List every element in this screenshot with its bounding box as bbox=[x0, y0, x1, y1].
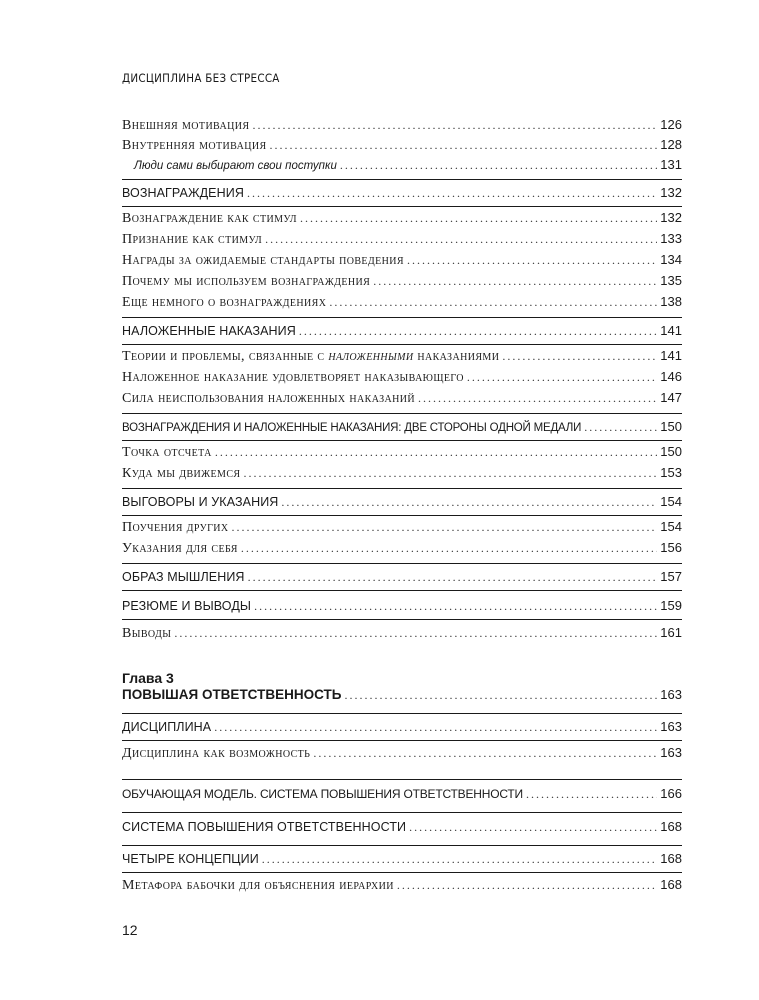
toc-page: 166 bbox=[660, 786, 682, 801]
section-divider bbox=[122, 488, 682, 489]
toc-title: ОБУЧАЮЩАЯ МОДЕЛЬ. СИСТЕМА ПОВЫШЕНИЯ ОТВЕТСТВЕННОСТИ bbox=[122, 787, 523, 801]
section-divider bbox=[122, 515, 682, 516]
section-divider bbox=[122, 845, 682, 846]
toc-page: 141 bbox=[660, 348, 682, 363]
toc-title: Точка отсчета bbox=[122, 445, 212, 460]
dot-leader bbox=[418, 391, 657, 406]
dot-leader bbox=[584, 420, 657, 435]
toc-entry[interactable] bbox=[122, 323, 682, 343]
dot-leader bbox=[241, 541, 657, 556]
section-divider bbox=[122, 440, 682, 441]
dot-leader bbox=[247, 186, 657, 201]
toc-title: ВОЗНАГРАЖДЕНИЯ И НАЛОЖЕННЫЕ НАКАЗАНИЯ: ДВЕ СТОРОНЫ ОДНОЙ МЕДАЛИ bbox=[122, 422, 582, 434]
toc-page: 150 bbox=[660, 444, 682, 459]
dot-leader bbox=[329, 295, 657, 310]
toc-page: 168 bbox=[660, 877, 682, 892]
toc-entry[interactable] bbox=[122, 598, 682, 618]
toc-entry[interactable] bbox=[122, 786, 682, 806]
running-header: ДИСЦИПЛИНА БЕЗ СТРЕССА bbox=[122, 71, 280, 85]
toc-page: 150 bbox=[660, 419, 682, 434]
section-divider bbox=[122, 740, 682, 741]
section-divider bbox=[122, 812, 682, 813]
dot-leader bbox=[299, 324, 657, 339]
toc-entry[interactable] bbox=[122, 519, 682, 539]
section-divider bbox=[122, 413, 682, 414]
toc-page: 141 bbox=[660, 323, 682, 338]
toc-page: 154 bbox=[660, 494, 682, 509]
dot-leader bbox=[270, 138, 658, 153]
toc-title: Награды за ожидаемые стандарты поведения bbox=[122, 253, 404, 268]
toc-entry[interactable] bbox=[122, 745, 682, 765]
toc-title: Теории и проблемы, связанные с наложенными наказаниями bbox=[122, 349, 500, 364]
toc-title: Указания для себя bbox=[122, 541, 238, 556]
page-number: 12 bbox=[122, 922, 138, 938]
toc-entry[interactable] bbox=[122, 185, 682, 205]
dot-leader bbox=[248, 570, 658, 585]
toc-title: ДИСЦИПЛИНА bbox=[122, 720, 212, 734]
toc-page: 135 bbox=[660, 273, 682, 288]
toc-entry[interactable] bbox=[122, 294, 682, 314]
dot-leader bbox=[526, 787, 657, 802]
toc-page: 147 bbox=[660, 390, 682, 405]
toc-page: 134 bbox=[660, 252, 682, 267]
toc-entry[interactable] bbox=[122, 569, 682, 589]
toc-page: 128 bbox=[660, 137, 682, 152]
toc-page: 159 bbox=[660, 598, 682, 613]
toc-title: ОБРАЗ МЫШЛЕНИЯ bbox=[122, 570, 245, 584]
toc-entry[interactable] bbox=[134, 157, 682, 177]
toc-title: Еще немного о вознаграждениях bbox=[122, 295, 327, 310]
toc-title: ВЫГОВОРЫ И УКАЗАНИЯ bbox=[122, 495, 279, 509]
toc-entry[interactable] bbox=[122, 719, 682, 739]
toc-entry[interactable] bbox=[122, 348, 682, 368]
toc-entry[interactable] bbox=[122, 117, 682, 137]
toc-entry[interactable] bbox=[122, 137, 682, 157]
dot-leader bbox=[243, 466, 657, 481]
toc-entry[interactable] bbox=[122, 231, 682, 251]
chapter-title: ПОВЫШАЯ ОТВЕТСТВЕННОСТЬ bbox=[122, 687, 342, 702]
section-divider bbox=[122, 344, 682, 345]
toc-title: ЧЕТЫРЕ КОНЦЕПЦИИ bbox=[122, 852, 259, 866]
section-divider bbox=[122, 179, 682, 180]
dot-leader bbox=[300, 211, 657, 226]
dot-leader bbox=[407, 253, 657, 268]
toc-page: 168 bbox=[660, 851, 682, 866]
section-divider bbox=[122, 713, 682, 714]
toc-page: 132 bbox=[660, 185, 682, 200]
toc-title: Метафора бабочки для объяснения иерархии bbox=[122, 878, 394, 893]
dot-leader bbox=[373, 274, 657, 289]
toc-title: Вознаграждение как стимул bbox=[122, 211, 297, 226]
toc-page: 138 bbox=[660, 294, 682, 309]
toc-entry[interactable] bbox=[122, 273, 682, 293]
toc-page: 146 bbox=[660, 369, 682, 384]
dot-leader bbox=[214, 720, 657, 735]
section-divider bbox=[122, 317, 682, 318]
toc-title: Наложенное наказание удовлетворяет наказывающего bbox=[122, 370, 464, 385]
toc-entry[interactable] bbox=[122, 877, 682, 897]
dot-leader bbox=[252, 118, 657, 133]
toc-title: Внутренняя мотивация bbox=[122, 138, 267, 153]
toc-page: 154 bbox=[660, 519, 682, 534]
toc-title: Внешняя мотивация bbox=[122, 118, 250, 133]
toc-entry[interactable] bbox=[122, 444, 682, 464]
section-divider bbox=[122, 779, 682, 780]
toc-entry[interactable] bbox=[122, 625, 682, 645]
toc-page: 157 bbox=[660, 569, 682, 584]
toc-page: 153 bbox=[660, 465, 682, 480]
toc-title: Почему мы используем вознаграждения bbox=[122, 274, 371, 289]
toc-entry[interactable] bbox=[122, 851, 682, 871]
dot-leader bbox=[281, 495, 657, 510]
toc-entry[interactable] bbox=[122, 465, 682, 485]
section-divider bbox=[122, 590, 682, 591]
chapter-label: Глава 3 bbox=[122, 670, 174, 686]
toc-page: 131 bbox=[660, 157, 682, 172]
toc-entry[interactable] bbox=[122, 369, 682, 389]
toc-title: Дисциплина как возможность bbox=[122, 746, 311, 761]
dot-leader bbox=[215, 445, 657, 460]
toc-page: 133 bbox=[660, 231, 682, 246]
toc-entry[interactable] bbox=[122, 419, 682, 439]
toc-entry[interactable] bbox=[122, 819, 682, 839]
chapter-title-entry[interactable] bbox=[122, 687, 682, 707]
toc-entry[interactable] bbox=[122, 390, 682, 410]
toc-page: 126 bbox=[660, 117, 682, 132]
dot-leader bbox=[265, 232, 657, 247]
toc-title: Куда мы движемся bbox=[122, 466, 241, 481]
toc-page: 132 bbox=[660, 210, 682, 225]
toc-page: 156 bbox=[660, 540, 682, 555]
section-divider bbox=[122, 872, 682, 873]
section-divider bbox=[122, 619, 682, 620]
dot-leader bbox=[344, 688, 657, 703]
toc-entry[interactable] bbox=[122, 210, 682, 230]
toc-title: Признание как стимул bbox=[122, 232, 263, 247]
dot-leader bbox=[397, 878, 657, 893]
dot-leader bbox=[313, 746, 657, 761]
toc-title: НАЛОЖЕННЫЕ НАКАЗАНИЯ bbox=[122, 324, 296, 338]
toc-page: 163 bbox=[660, 687, 682, 702]
toc-title: Сила неиспользования наложенных наказаний bbox=[122, 391, 416, 406]
section-divider bbox=[122, 563, 682, 564]
toc-title: Выводы bbox=[122, 626, 172, 641]
toc-page: 168 bbox=[660, 819, 682, 834]
toc-title: ВОЗНАГРАЖДЕНИЯ bbox=[122, 186, 244, 200]
dot-leader bbox=[232, 520, 658, 535]
dot-leader bbox=[409, 820, 657, 835]
section-divider bbox=[122, 206, 682, 207]
toc-page: 163 bbox=[660, 719, 682, 734]
toc-entry[interactable] bbox=[122, 494, 682, 514]
dot-leader bbox=[502, 349, 657, 364]
dot-leader bbox=[262, 852, 658, 867]
toc-entry[interactable] bbox=[122, 252, 682, 272]
dot-leader bbox=[467, 370, 657, 385]
toc-title: Поучения других bbox=[122, 520, 229, 535]
dot-leader bbox=[340, 158, 657, 173]
toc-page: 161 bbox=[660, 625, 682, 640]
toc-title: СИСТЕМА ПОВЫШЕНИЯ ОТВЕТСТВЕННОСТИ bbox=[122, 820, 407, 834]
toc-title: РЕЗЮМЕ И ВЫВОДЫ bbox=[122, 599, 252, 613]
dot-leader bbox=[174, 626, 657, 641]
dot-leader bbox=[254, 599, 657, 614]
toc-title: Люди сами выбирают свои поступки bbox=[134, 160, 337, 172]
toc-entry[interactable] bbox=[122, 540, 682, 560]
toc-page: 163 bbox=[660, 745, 682, 760]
